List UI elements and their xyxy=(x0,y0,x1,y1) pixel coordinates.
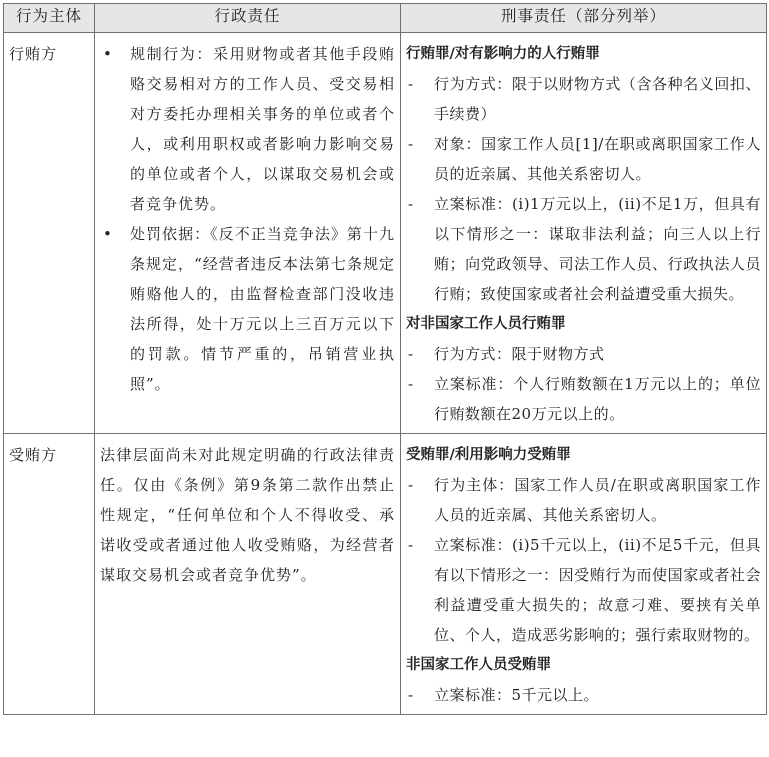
section-title: 非国家工作人员受贿罪 xyxy=(406,657,551,673)
list-item xyxy=(406,470,761,530)
dash-marker: - xyxy=(408,135,414,153)
section-title: 对非国家工作人员行贿罪 xyxy=(406,316,566,332)
list-item xyxy=(406,530,761,650)
dash-marker: - xyxy=(408,476,414,494)
dash-marker: - xyxy=(408,345,414,363)
criminal-cell xyxy=(401,33,767,434)
admin-cell xyxy=(95,33,401,434)
item-text: 行为主体：国家工作人员/在职或离职国家工作人员的近亲属、其他关系密切人。 xyxy=(434,476,761,524)
dash-marker: - xyxy=(408,195,414,213)
dash-marker: - xyxy=(408,75,414,93)
bullet-icon: • xyxy=(103,225,112,243)
dash-marker: - xyxy=(408,375,414,393)
admin-cell xyxy=(95,434,401,715)
bullet-icon: • xyxy=(103,45,112,63)
item-text: 对象：国家工作人员[1]/在职或离职国家工作人员的近亲属、其他关系密切人。 xyxy=(434,135,761,183)
item-text: 立案标准：个人行贿数额在1万元以上的；单位行贿数额在20万元以上的。 xyxy=(434,375,761,423)
liability-table xyxy=(3,3,767,715)
role-cell: 行贿方 xyxy=(4,33,95,434)
item-text: 立案标准：(i)1万元以上，(ii)不足1万，但具有以下情形之一：谋取非法利益；向三人以上行贿；向党政领导、司法工作人员、行政执法人员行贿；致使国家或者社会利益遭受重大损失。 xyxy=(434,195,761,303)
admin-text: 法律层面尚未对此规定明确的行政法律责任。仅由《条例》第9条第二款作出禁止性规定，“任何单位和个人不得收受、承诺收受或者通过他人收受贿赂，为经营者谋取交易机会或者竞争优势”。 xyxy=(100,446,395,584)
list-item xyxy=(406,69,761,129)
list-item xyxy=(100,39,395,219)
section-title: 行贿罪/对有影响力的人行贿罪 xyxy=(406,46,600,62)
dash-marker: - xyxy=(408,536,414,554)
list-item xyxy=(406,129,761,189)
item-text: 立案标准：5千元以上。 xyxy=(434,686,600,704)
dash-marker: - xyxy=(408,686,414,704)
item-text: 行为方式：限于财物方式 xyxy=(434,345,605,363)
list-item xyxy=(406,680,761,710)
list-item xyxy=(406,369,761,429)
list-item xyxy=(406,339,761,369)
list-item xyxy=(100,219,395,399)
admin-text: 处罚依据：《反不正当竞争法》第十九条规定，“经营者违反本法第七条规定贿赂他人的，由监督检查部门没收违法所得，处十万元以上三百万元以下的罚款。情节严重的，吊销营业执照”。 xyxy=(130,225,395,393)
header-criminal: 刑事责任（部分列举） xyxy=(401,4,767,33)
header-role: 行为主体 xyxy=(4,4,95,33)
role-cell: 受贿方 xyxy=(4,434,95,715)
table-row-accept xyxy=(4,434,767,715)
header-admin: 行政责任 xyxy=(95,4,401,33)
header-row xyxy=(4,4,767,33)
table-row-bribe xyxy=(4,33,767,434)
list-item xyxy=(406,189,761,309)
item-text: 立案标准：(i)5千元以上，(ii)不足5千元，但具有以下情形之一：因受贿行为而使国家或者社会利益遭受重大损失的；故意刁难、要挟有关单位、个人，造成恶劣影响的；强行索取财物的。 xyxy=(434,536,761,644)
section-title: 受贿罪/利用影响力受贿罪 xyxy=(406,447,571,463)
admin-text: 规制行为：采用财物或者其他手段贿赂交易相对方的工作人员、受交易相对方委托办理相关事务的单位或者个人，或利用职权或者影响力影响交易的单位或者个人，以谋取交易机会或者竞争优势。 xyxy=(130,45,395,213)
criminal-cell xyxy=(401,434,767,715)
item-text: 行为方式：限于以财物方式（含各种名义回扣、手续费） xyxy=(434,75,761,123)
